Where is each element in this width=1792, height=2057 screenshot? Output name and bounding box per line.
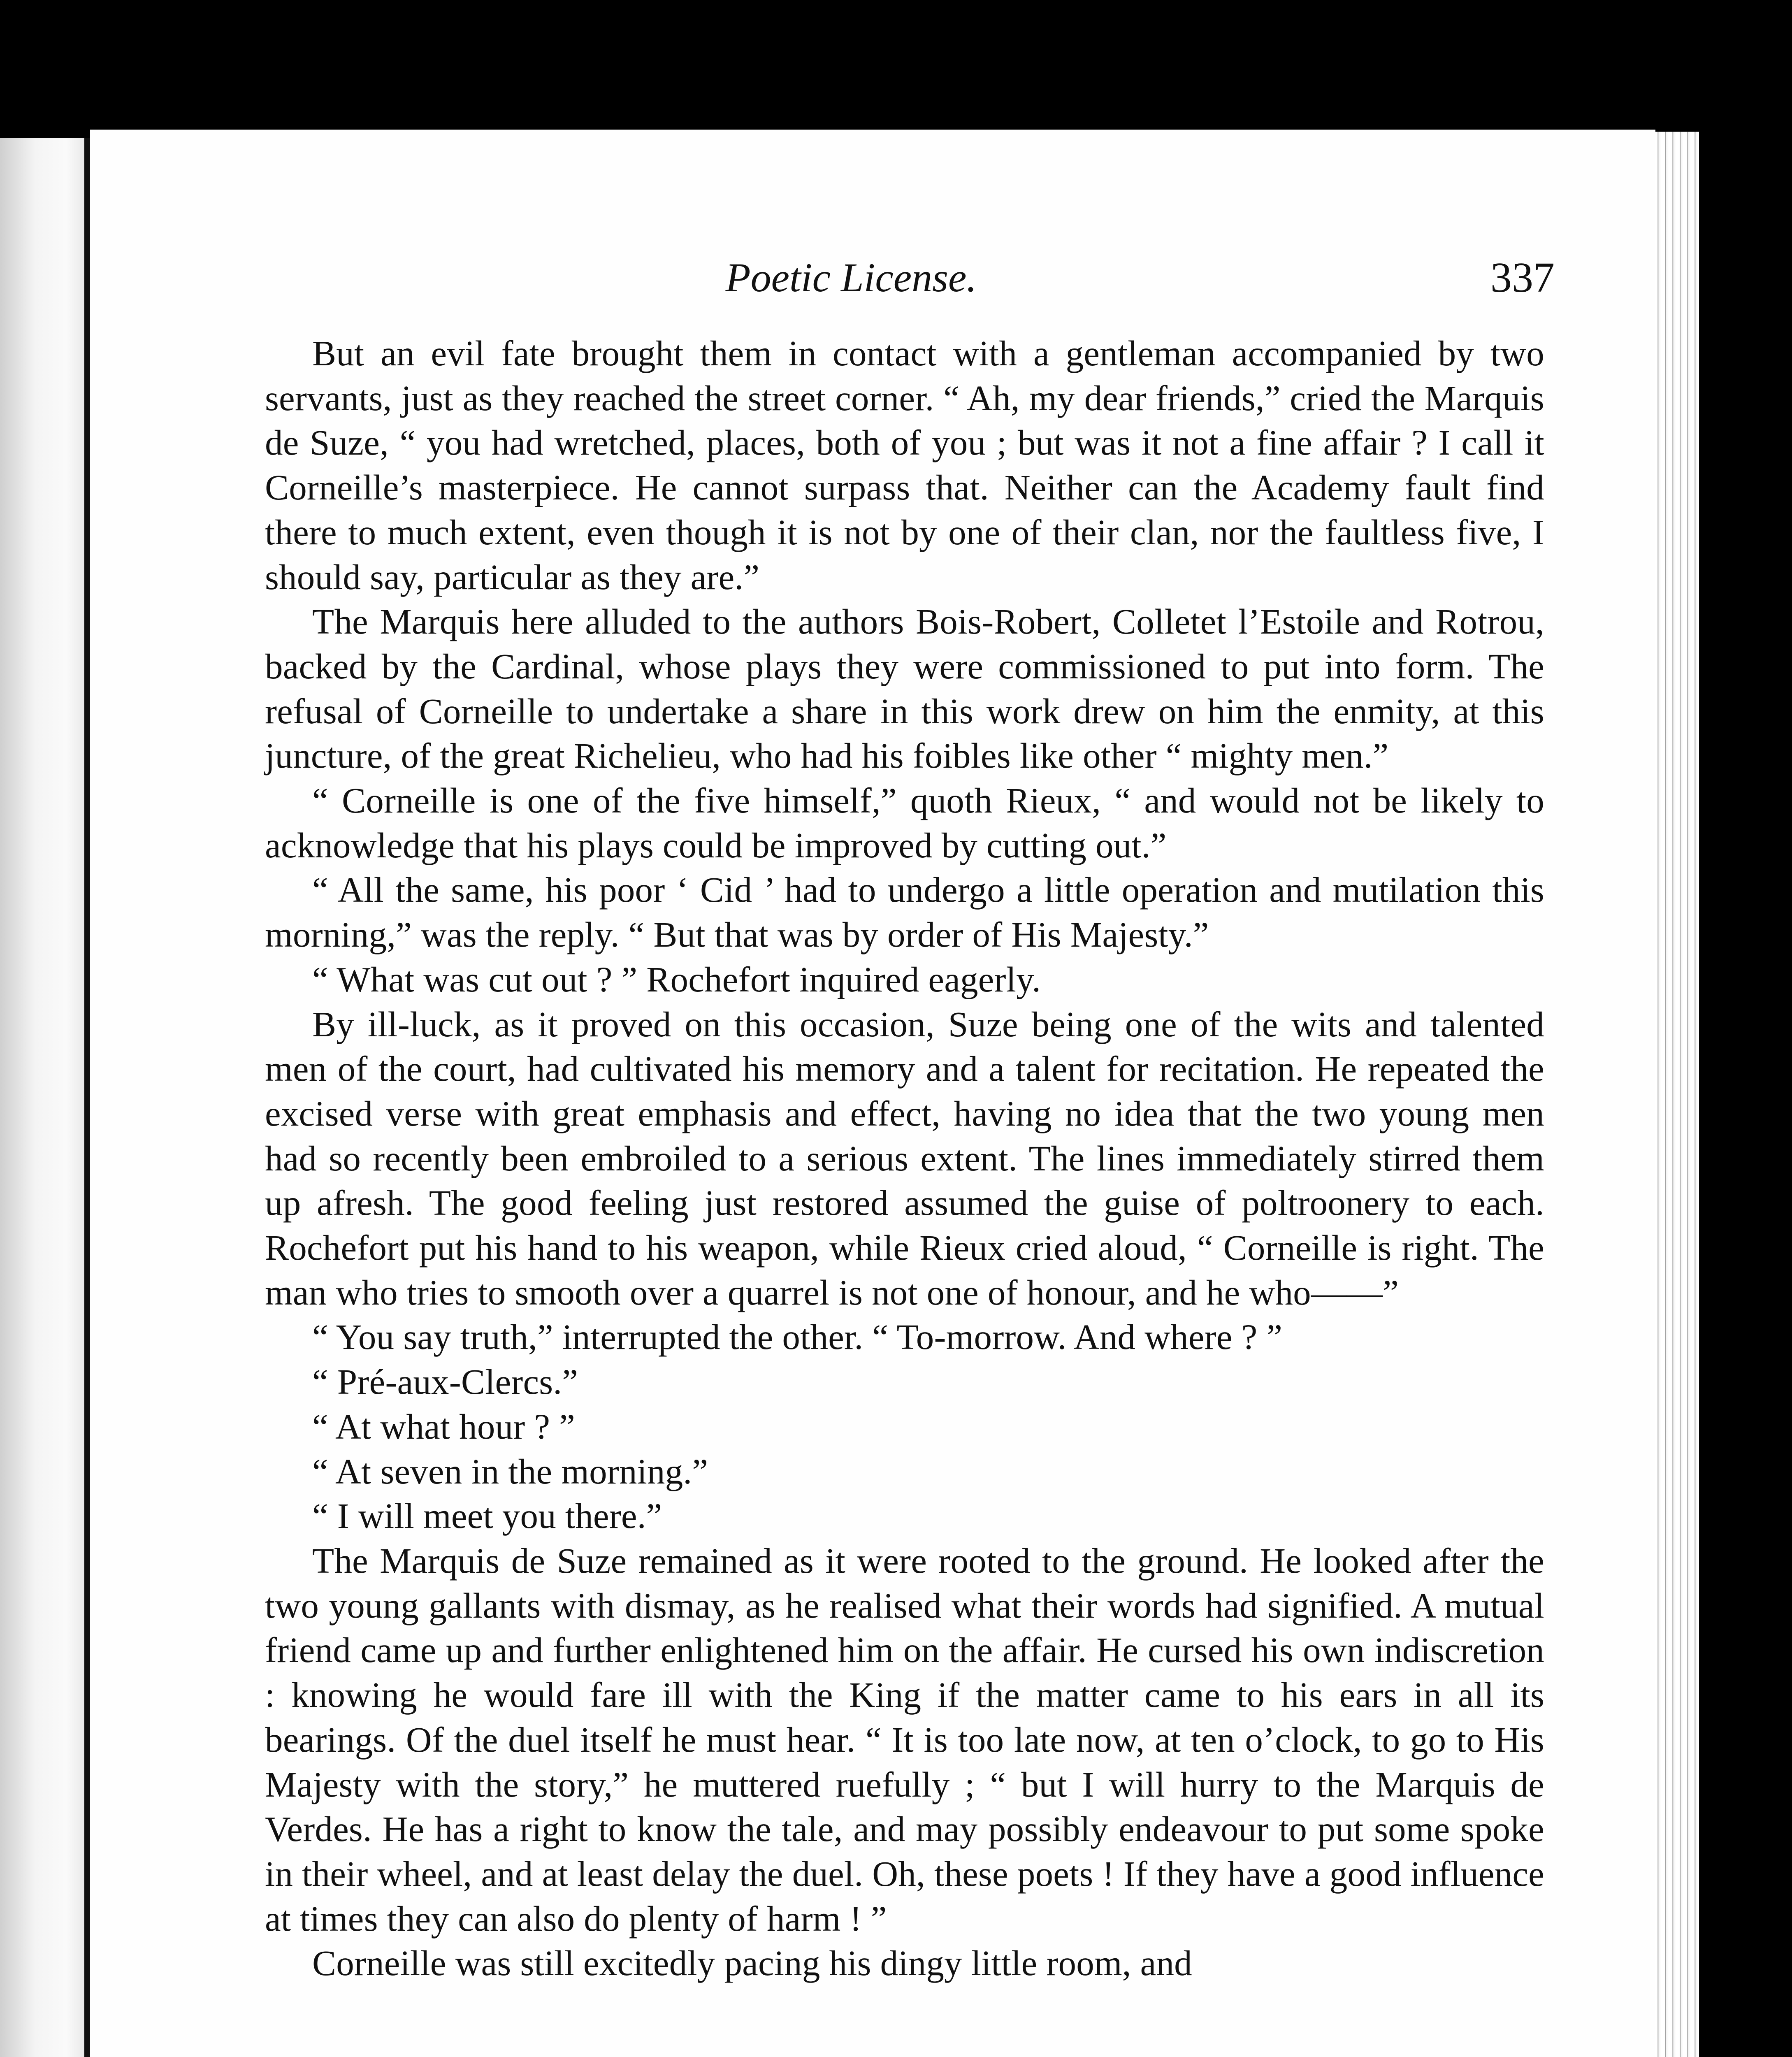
book-gutter — [84, 138, 90, 2057]
page-stack-edge — [1654, 132, 1699, 2057]
paragraph: “ What was cut out ? ” Rochefort inquired eagerly. — [312, 959, 1041, 999]
paragraph: “ All the same, his poor ‘ Cid ’ had to undergo a little operation and mutilation this morning,” was the reply. “ But that was by order of His Majesty.” — [265, 870, 1544, 955]
paragraph: The Marquis here alluded to the authors Bois-Robert, Colletet l’Estoile and Rotrou, backed by the Cardinal, whose plays they were commissioned to put into form. The refusal of Corneille to undertake a share in this work drew on him the enmity, at this juncture, of the great Richelieu, who had his foibles like other “ mighty men.” — [265, 601, 1544, 776]
paragraph: The Marquis de Suze remained as it were rooted to the ground. He looked after the two young gallants with dismay, as he realised what their words had signified. A mutual friend came up and further enlightened him on the affair. He cursed his own indiscretion : knowing he would fare ill with the King if the matter came to his ears in all its bearings. Of the duel itself he must hear. “ It is too late now, at ten o’clock, to go to His Majesty with the story,” he muttered ruefully ; “ but I will hurry to the Marquis de Verdes. He has a right to know the tale, and may possibly endeavour to put some spoke in their wheel, and at least delay the duel. Oh, these poets ! If they have a good influence at times they can also do plenty of harm ! ” — [265, 1540, 1544, 1939]
paragraph: “ At seven in the morning.” — [312, 1451, 708, 1491]
paragraph: “ I will meet you there.” — [312, 1496, 662, 1536]
paragraph: “ Corneille is one of the five himself,” quoth Rieux, “ and would not be likely to acknowledge that his plays could be improved by cutting out.” — [265, 780, 1544, 865]
paragraph: But an evil fate brought them in contact with a gentleman accompanied by two servants, just as they reached the street corner. “ Ah, my dear friends,” cried the Marquis de Suze, “ you had wretched, places, both of you ; but was it not a fine affair ? I call it Corneille’s masterpiece. He cannot surpass that. Neither can the Academy fault find there to much extent, even though it is not by one of their clan, nor the faultless five, I should say, particular as they are.” — [265, 333, 1544, 597]
body-text — [265, 331, 1544, 1986]
facing-page-edge — [0, 138, 88, 2057]
paragraph: “ At what hour ? ” — [312, 1406, 575, 1446]
paragraph: By ill-luck, as it proved on this occasion, Suze being one of the wits and talented men of the court, had cultivated his memory and a talent for recitation. He repeated the excised verse with great emphasis and effect, having no idea that the two young men had so recently been embroiled to a serious extent. The lines immediately stirred them up afresh. The good feeling just restored assumed the guise of poltroonery to each. Rochefort put his hand to his weapon, while Rieux cried aloud, “ Corneille is right. The man who tries to smooth over a quarrel is not one of honour, and he who——” — [265, 1004, 1544, 1312]
page-header — [90, 251, 1655, 304]
page-number: 337 — [1490, 254, 1555, 301]
running-title: Poetic License. — [725, 255, 977, 300]
paragraph: “ You say truth,” interrupted the other. “ To-morrow. And where ? ” — [312, 1317, 1283, 1357]
paragraph: Corneille was still excitedly pacing his dingy little room, and — [312, 1943, 1192, 1983]
book-page — [90, 130, 1655, 2057]
paragraph: “ Pré-aux-Clercs.” — [312, 1362, 578, 1402]
